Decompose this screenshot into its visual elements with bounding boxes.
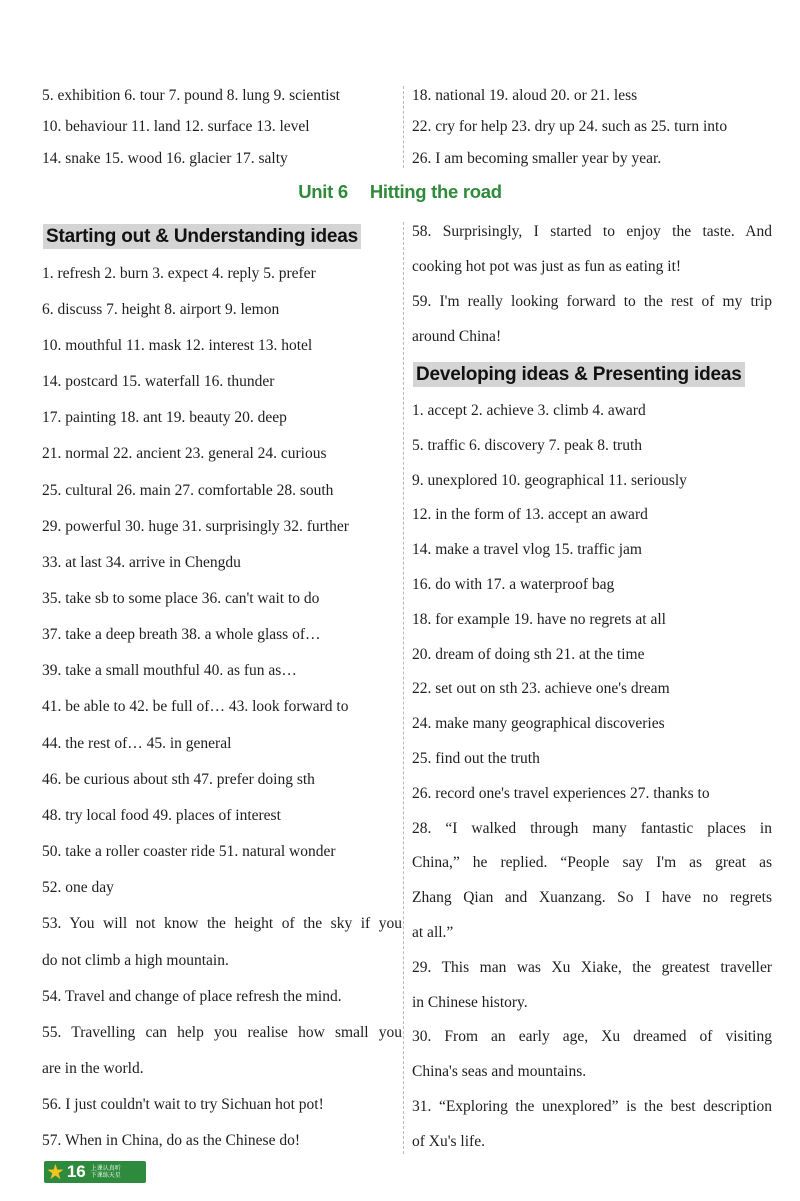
text-line: 26. record one's travel experiences 27. thanks to [412,785,710,802]
page-footer-badge [44,1161,146,1183]
text-line: 18. for example 19. have no regrets at all [412,611,666,628]
text-line: China's seas and mountains. [412,1063,587,1080]
text-line: 46. be curious about sth 47. prefer doing sth [42,771,315,788]
footer-slogan-bottom: 下课练天星 [90,1172,121,1179]
text-line: at all.” [412,924,454,941]
text-line: in Chinese history. [412,994,528,1011]
unit-heading [0,181,800,203]
text-line: Zhang Qian and Xuanzang. So I have no regrets [412,889,772,906]
text-line: 1. accept 2. achieve 3. climb 4. award [412,402,646,419]
text-line: 58. Surprisingly, I started to enjoy the taste. And [412,223,772,240]
text-line: 9. unexplored 10. geographical 11. seriously [412,472,687,489]
text-line: 26. I am becoming smaller year by year. [412,150,662,167]
text-line: 10. behaviour 11. land 12. surface 13. level [42,118,310,135]
text-line: 55. Travelling can help you realise how small you [42,1024,402,1041]
text-line: 25. find out the truth [412,750,540,767]
text-line: 1. refresh 2. burn 3. expect 4. reply 5. prefer [42,265,316,282]
page-number: 16 [66,1162,86,1181]
text-line: 52. one day [42,879,114,896]
text-line: 18. national 19. aloud 20. or 21. less [412,87,638,104]
text-line: of Xu's life. [412,1133,485,1150]
text-line: 53. You will not know the height of the sky if you [42,915,402,932]
text-line: 41. be able to 42. be full of… 43. look forward to [42,698,349,715]
text-line: 25. cultural 26. main 27. comfortable 28. south [42,482,334,499]
text-line: 29. powerful 30. huge 31. surprisingly 32. further [42,518,349,535]
text-line: 10. mouthful 11. mask 12. interest 13. hotel [42,337,313,354]
unit-title: Hitting the road [369,181,502,202]
text-line: 37. take a deep breath 38. a whole glass of… [42,626,321,643]
text-line: 14. make a travel vlog 15. traffic jam [412,541,642,558]
text-line: 14. snake 15. wood 16. glacier 17. salty [42,150,288,167]
text-line: 14. postcard 15. waterfall 16. thunder [42,373,275,390]
text-line: 44. the rest of… 45. in general [42,735,232,752]
column-divider [403,222,404,1154]
text-line: 57. When in China, do as the Chinese do! [42,1132,301,1149]
text-line: do not climb a high mountain. [42,952,229,969]
text-line: 35. take sb to some place 36. can't wait to do [42,590,320,607]
text-line: 6. discuss 7. height 8. airport 9. lemon [42,301,280,318]
text-line: 5. traffic 6. discovery 7. peak 8. truth [412,437,642,454]
text-line: 22. cry for help 23. dry up 24. such as 25. turn into [412,118,728,135]
footer-slogan-top: 上课认真听 [90,1165,121,1172]
text-line: 48. try local food 49. places of interest [42,807,281,824]
text-line: 31. “Exploring the unexplored” is the best description [412,1098,772,1115]
text-line: 39. take a small mouthful 40. as fun as… [42,662,297,679]
text-line: 22. set out on sth 23. achieve one's dream [412,680,670,697]
unit-number: Unit 6 [298,181,348,202]
section-heading-starting: Starting out & Understanding ideas [43,224,361,249]
text-line: are in the world. [42,1060,144,1077]
text-line: 24. make many geographical discoveries [412,715,665,732]
text-line: 16. do with 17. a waterproof bag [412,576,615,593]
text-line: 17. painting 18. ant 19. beauty 20. deep [42,409,287,426]
text-line: 29. This man was Xu Xiake, the greatest traveller [412,959,772,976]
text-line: 21. normal 22. ancient 23. general 24. curious [42,445,327,462]
footer-slogan [91,1165,121,1179]
text-line: 12. in the form of 13. accept an award [412,506,648,523]
text-line: 5. exhibition 6. tour 7. pound 8. lung 9. scientist [42,87,340,104]
text-line: China,” he replied. “People say I'm as great as [412,854,772,871]
text-line: around China! [412,328,502,345]
column-divider [403,86,404,168]
text-line: cooking hot pot was just as fun as eating it! [412,258,682,275]
star-icon: ★ [46,1160,65,1184]
section-heading-developing: Developing ideas & Presenting ideas [413,362,745,387]
text-line: 20. dream of doing sth 21. at the time [412,646,645,663]
text-line: 30. From an early age, Xu dreamed of visiting [412,1028,772,1045]
text-line: 28. “I walked through many fantastic places in [412,820,772,837]
text-line: 50. take a roller coaster ride 51. natural wonder [42,843,336,860]
text-line: 56. I just couldn't wait to try Sichuan hot pot! [42,1096,324,1113]
text-line: 54. Travel and change of place refresh the mind. [42,988,342,1005]
text-line: 33. at last 34. arrive in Chengdu [42,554,241,571]
text-line: 59. I'm really looking forward to the rest of my trip [412,293,772,310]
